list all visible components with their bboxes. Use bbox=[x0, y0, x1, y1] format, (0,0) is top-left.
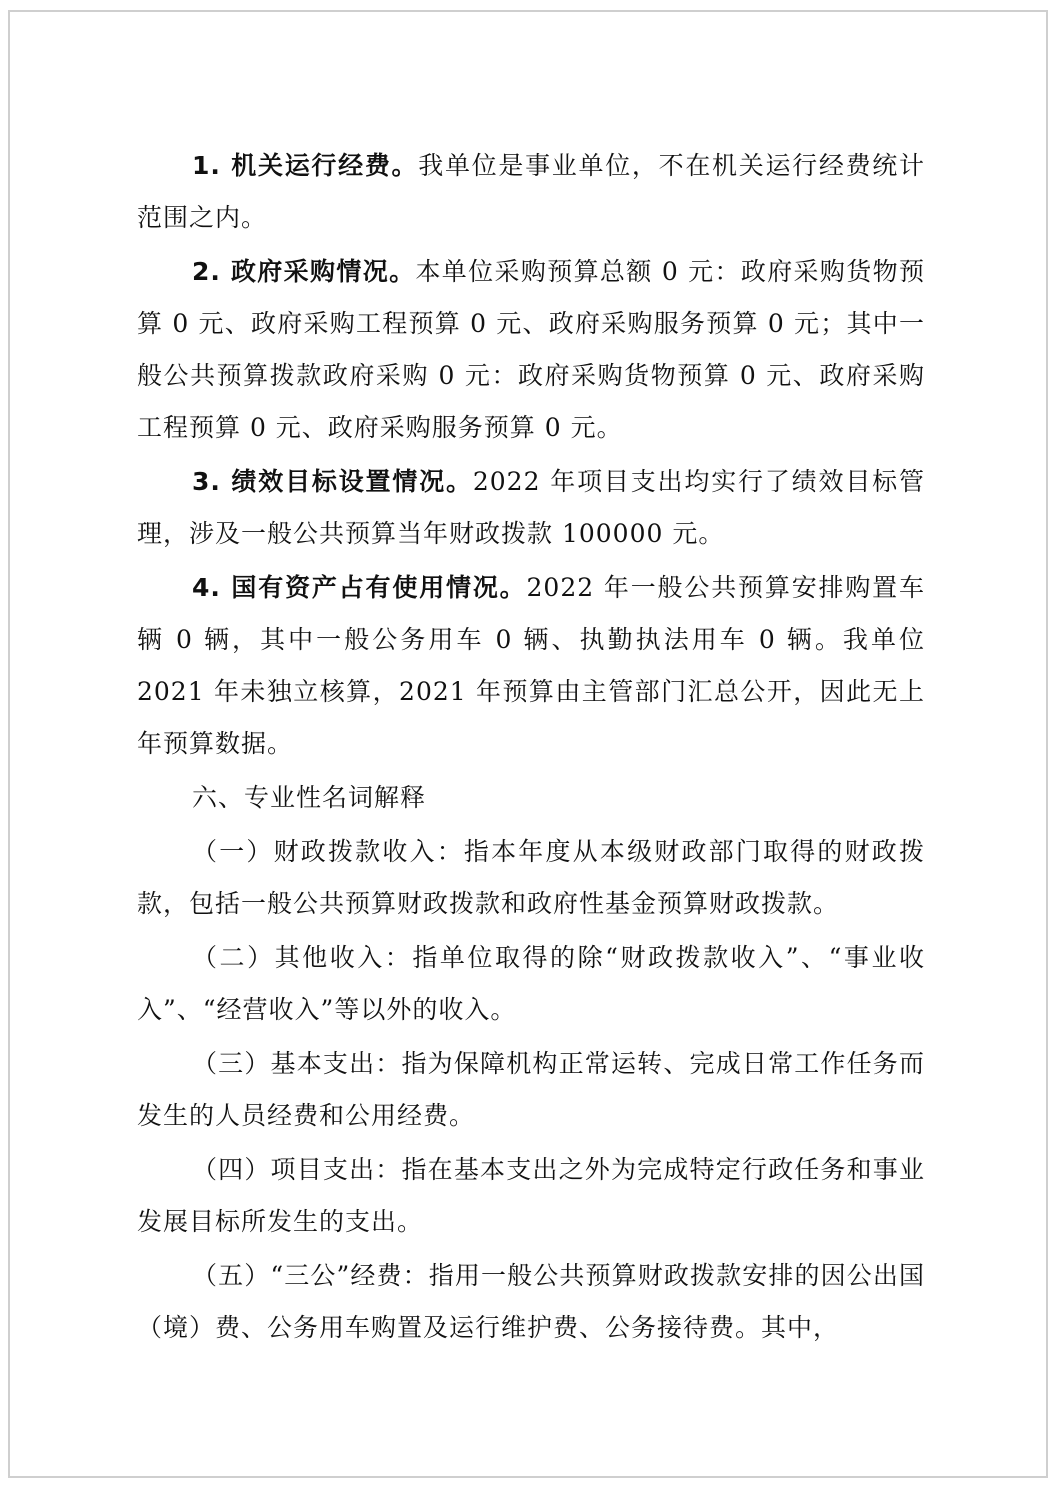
definition-basic-expenditure: （三）基本支出：指为保障机构正常运转、完成日常工作任务而发生的人员经费和公用经费。 bbox=[137, 1049, 925, 1130]
definition-three-public-expenses: （五）“三公”经费：指用一般公共预算财政拨款安排的因公出国（境）费、公务用车购置及运行维护费、公务接待费。其中， bbox=[137, 1261, 925, 1342]
definition-other-income: （二）其他收入：指单位取得的除“财政拨款收入”、“事业收入”、“经营收入”等以外的收入。 bbox=[137, 943, 925, 1024]
section-heading: 六、专业性名词解释 bbox=[192, 783, 427, 812]
paragraph-state-assets bbox=[137, 562, 925, 770]
paragraph-text: 我单位是事业单位，不在机关运行经费统计范围之内。 bbox=[137, 151, 925, 232]
paragraph-lead: 1. 机关运行经费。 bbox=[192, 151, 419, 180]
paragraph-lead: 4. 国有资产占有使用情况。 bbox=[192, 573, 527, 602]
paragraph-performance-targets bbox=[137, 456, 925, 560]
paragraph-lead: 2. 政府采购情况。 bbox=[192, 257, 416, 286]
paragraph-office-operating-expenses bbox=[137, 140, 925, 244]
paragraph-text: 2022 年项目支出均实行了绩效目标管理，涉及一般公共预算当年财政拨款 100000 元。 bbox=[137, 467, 925, 548]
definition-project-expenditure: （四）项目支出：指在基本支出之外为完成特定行政任务和事业发展目标所发生的支出。 bbox=[137, 1155, 925, 1236]
definition-fiscal-appropriation-income: （一）财政拨款收入：指本年度从本级财政部门取得的财政拨款，包括一般公共预算财政拨款和政府性基金预算财政拨款。 bbox=[137, 837, 925, 918]
paragraph-text: 2022 年一般公共预算安排购置车辆 0 辆，其中一般公务用车 0 辆、执勤执法用车 0 辆。我单位 2021 年未独立核算，2021 年预算由主管部门汇总公开，因此无上年预算数据。 bbox=[137, 573, 925, 758]
paragraph-lead: 3. 绩效目标设置情况。 bbox=[192, 467, 473, 496]
paragraph-government-procurement bbox=[137, 246, 925, 454]
document-body bbox=[137, 140, 925, 1354]
paragraph-text: 本单位采购预算总额 0 元：政府采购货物预算 0 元、政府采购工程预算 0 元、政府采购服务预算 0 元；其中一般公共预算拨款政府采购 0 元：政府采购货物预算 0 元、政府采购工程预算 0 元、政府采购服务预算 0 元。 bbox=[137, 257, 925, 442]
